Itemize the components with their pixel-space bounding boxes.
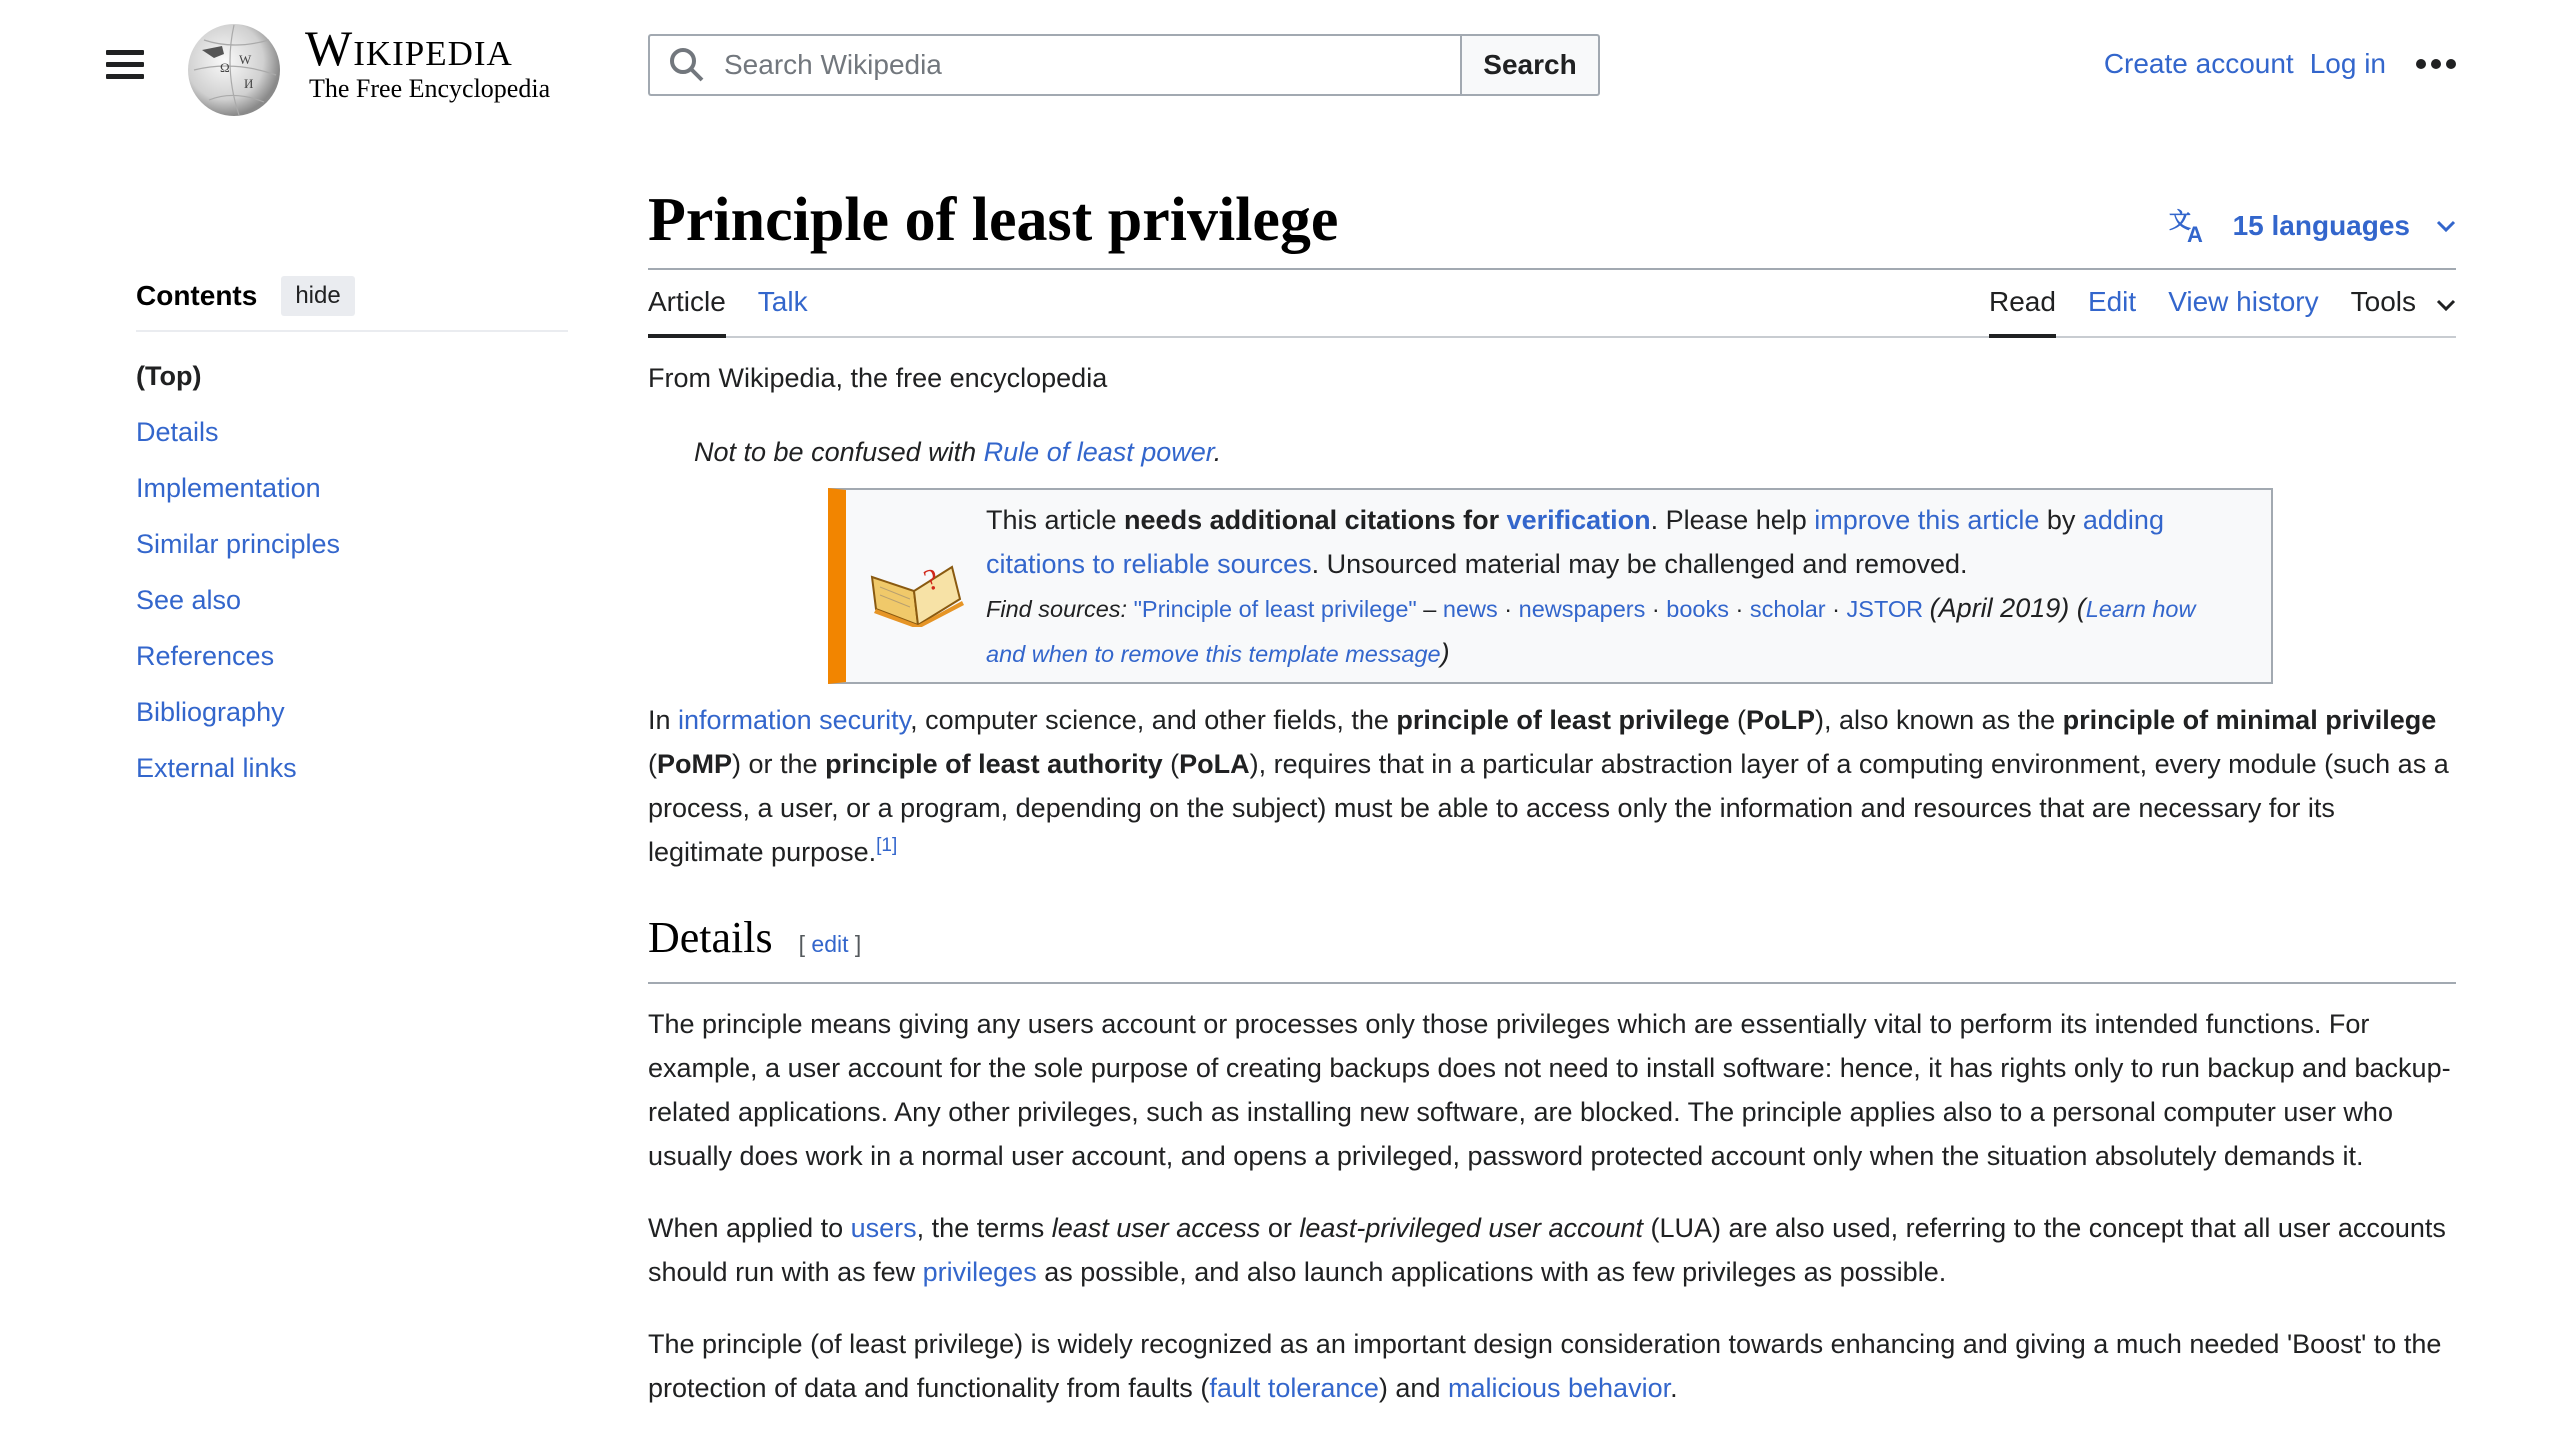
text: In [648, 705, 679, 735]
search-icon [668, 46, 706, 84]
lead-paragraph [648, 698, 2456, 874]
text: . [1670, 1373, 1678, 1403]
details-paragraph-3 [648, 1322, 2456, 1410]
main-content [648, 170, 2456, 1410]
tools-menu[interactable] [2351, 286, 2456, 336]
source-jstor-link[interactable]: JSTOR [1846, 596, 1924, 622]
tools-label: Tools [2350, 286, 2416, 317]
fault-tolerance-link[interactable]: fault tolerance [1209, 1373, 1379, 1403]
section-title: Details [648, 913, 773, 962]
text: ( [648, 749, 657, 779]
text: The principle (of least privilege) is widely recognized as an important design consideration towards enhancing and giving a much needed 'Boost' to the protection of data and functionality from faults ( [648, 1329, 2442, 1403]
chevron-down-icon [2436, 299, 2456, 311]
source-newspapers-link[interactable]: newspapers [1518, 596, 1646, 622]
toc-item-top[interactable]: (Top) [136, 361, 202, 391]
text: ) or the [732, 749, 826, 779]
text: ( [1729, 705, 1746, 735]
source-news-link[interactable]: news [1442, 596, 1498, 622]
main-menu-button[interactable] [106, 50, 144, 80]
language-count: 15 languages [2232, 210, 2410, 241]
adding-citations-link[interactable]: adding citations to reliable sources [986, 505, 2164, 579]
learn-how-link[interactable]: Learn how and when to remove this template message [986, 596, 2196, 667]
text: When applied to [648, 1213, 851, 1243]
text: (LUA) are also used, referring to the concept that all user accounts should run with as few [648, 1213, 2446, 1287]
search-field[interactable] [648, 34, 1460, 96]
toc-item-external-links[interactable]: External links [136, 753, 297, 783]
toc-item-bibliography[interactable]: Bibliography [136, 697, 285, 727]
logo-tagline: The Free Encyclopedia [309, 74, 551, 103]
paren: ) [1440, 638, 1450, 668]
page-title: Principle of least privilege [648, 186, 1339, 254]
source-books-link[interactable]: books [1666, 596, 1729, 622]
search-input[interactable] [722, 48, 1426, 82]
text: ( [1162, 749, 1180, 779]
toc-hide-button[interactable]: hide [281, 276, 354, 316]
page-tabs [648, 270, 2456, 338]
log-in-link[interactable]: Log in [2309, 48, 2386, 79]
tab-talk[interactable]: Talk [757, 286, 808, 317]
find-sources-label: Find sources: [986, 596, 1128, 622]
hatnote-link[interactable]: Rule of least power [983, 437, 1214, 467]
italic-term: least-privileged user account [1299, 1213, 1644, 1243]
book-question-icon [866, 547, 966, 627]
text: , computer science, and other fields, the [910, 705, 1397, 735]
edit-section-link[interactable]: edit [811, 931, 849, 957]
wikipedia-wordmark[interactable] [305, 22, 550, 104]
globe-icon [184, 20, 284, 116]
malicious-behavior-link[interactable]: malicious behavior [1447, 1373, 1671, 1403]
toc-item-see-also[interactable]: See also [136, 585, 242, 615]
users-link[interactable]: users [850, 1213, 917, 1243]
svg-text:?: ? [919, 562, 943, 598]
user-links [2088, 48, 2456, 80]
create-account-link[interactable]: Create account [2103, 48, 2294, 79]
text: ), requires that in a particular abstraction layer of a computing environment, every module (such as a process, a user, or a program, depending on the subject) must be able to access only the information and resources that are necessary for its legitimate purpose. [648, 749, 2449, 867]
ambox-date: (April 2019) [1929, 593, 2070, 623]
svg-text:文: 文 [2168, 209, 2191, 234]
ambox-text: . Please help [1650, 505, 1815, 535]
ambox-message [986, 498, 2231, 586]
bold-term: principle of least privilege [1396, 705, 1730, 735]
bold-term: PoLA [1179, 749, 1250, 779]
translate-icon [2169, 208, 2211, 244]
improve-article-link[interactable]: improve this article [1814, 505, 2040, 535]
svg-text:A: A [2186, 222, 2203, 244]
wikipedia-globe-logo[interactable] [184, 20, 284, 116]
tab-edit[interactable]: Edit [2087, 286, 2137, 317]
toc-item-implementation[interactable]: Implementation [136, 473, 321, 503]
citation-needed-banner [828, 488, 2273, 684]
hatnote [694, 430, 2456, 474]
text: ), also known as the [1815, 705, 2063, 735]
information-security-link[interactable]: information security [678, 705, 911, 735]
toc-item-similar-principles[interactable]: Similar principles [136, 529, 341, 559]
bold-term: principle of minimal privilege [2062, 705, 2437, 735]
bold-term: principle of least authority [825, 749, 1163, 779]
hatnote-punct: . [1213, 437, 1222, 467]
source-scholar-link[interactable]: scholar [1749, 596, 1826, 622]
hamburger-icon-bar [106, 62, 144, 67]
edit-section: [ edit ] [798, 931, 862, 957]
find-sources-query-link[interactable]: "Principle of least privilege" [1133, 596, 1417, 622]
search-form [648, 34, 1600, 96]
hatnote-text: Not to be confused with [694, 437, 984, 467]
verification-link[interactable]: verification [1506, 505, 1651, 535]
table-of-contents [136, 276, 568, 796]
details-paragraph-2 [648, 1206, 2456, 1294]
chevron-down-icon [2436, 220, 2456, 232]
hamburger-icon [106, 50, 144, 55]
toc-item-references[interactable]: References [136, 641, 275, 671]
privileges-link[interactable]: privileges [922, 1257, 1037, 1287]
ambox-text: by [2039, 505, 2083, 535]
site-tagline: From Wikipedia, the free encyclopedia [648, 363, 1108, 393]
bold-term: PoMP [657, 749, 733, 779]
svg-text:И: И [244, 76, 254, 91]
text: or [1260, 1213, 1300, 1243]
search-button[interactable]: Search [1460, 34, 1600, 96]
paren: ( [2069, 593, 2086, 623]
bold-term: PoLP [1746, 705, 1816, 735]
toc-item-details[interactable]: Details [136, 417, 219, 447]
language-button[interactable] [2169, 208, 2456, 244]
ambox-text: This article [986, 505, 1125, 535]
svg-text:W: W [239, 52, 252, 67]
tab-view-history[interactable]: View history [2168, 286, 2319, 317]
details-heading [648, 910, 2456, 984]
italic-term: least user access [1051, 1213, 1261, 1243]
text: as possible, and also launch applications with as few privileges as possible. [1036, 1257, 1947, 1287]
reference-1-link[interactable]: [1] [876, 835, 898, 856]
logo-title: Wikipedia [305, 20, 513, 76]
dash: – [1416, 596, 1443, 622]
toc-title: Contents [136, 280, 258, 311]
text: ) and [1378, 1373, 1448, 1403]
details-paragraph-1: The principle means giving any users account or processes only those privileges which are essentially vital to perform its intended functions. For example, a user account for the sole purpose of creating backups does not need to install software: hence, it has rights only to run backup and backup-related applications. Any other privileges, such as installing new software, are blocked. The principle applies also to a personal computer user who usually does work in a normal user account, and opens a privileged, password protected account only when the situation absolutely demands it. [648, 1009, 2451, 1171]
ambox-text: . Unsourced material may be challenged and removed. [1311, 549, 1968, 579]
hamburger-icon-bar [106, 74, 144, 79]
tab-article[interactable]: Article [648, 286, 726, 336]
tab-read[interactable]: Read [1989, 286, 2056, 336]
ambox-bold: needs additional citations for [1124, 505, 1507, 535]
more-options-icon[interactable] [2416, 59, 2456, 69]
text: , the terms [916, 1213, 1052, 1243]
find-sources: Find sources: "Principle of least privilege" – news · newspapers · books · scholar · JSTOR (April 2019) (Learn how and when to remove this template message) [986, 593, 2196, 668]
svg-text:Ω: Ω [220, 60, 230, 75]
